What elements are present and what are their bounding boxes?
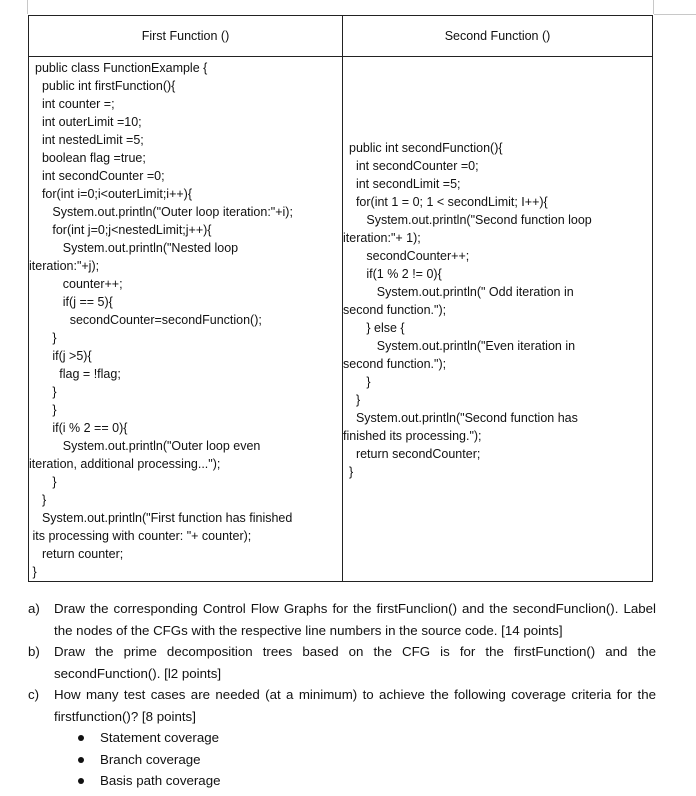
bullet-icon: [78, 735, 84, 741]
bullet-icon: [78, 757, 84, 763]
code-line: public class FunctionExample {: [35, 61, 208, 75]
code-line: System.out.println("Second function has: [349, 411, 578, 425]
code-line: }: [349, 375, 371, 389]
code-line: if(1 % 2 != 0){: [349, 267, 442, 281]
crop-mark-right: [653, 0, 654, 14]
code-line: second function.");: [343, 303, 447, 317]
code-line: flag = !flag;: [35, 367, 121, 381]
code-line: }: [349, 393, 361, 407]
code-line: if(j >5){: [35, 349, 92, 363]
first-function-code: [29, 57, 342, 581]
header-second-function: Second Function (): [343, 16, 653, 57]
code-line: iteration, additional processing...");: [29, 457, 221, 471]
code-line: return counter;: [35, 547, 124, 561]
crop-mark-left: [27, 0, 28, 14]
code-line: its processing with counter: "+ counter);: [29, 529, 252, 543]
code-line: public int firstFunction(){: [35, 79, 176, 93]
question-b: [28, 641, 656, 684]
question-text: How many test cases are needed (at a minimum) to achieve the following coverage criteria for the firstfunction()? [8 points]: [54, 687, 656, 724]
code-line: for(int j=0;j<nestedLimit;j++){: [35, 223, 212, 237]
table-code-row: [29, 57, 653, 582]
coverage-item-basis-path: [75, 770, 656, 792]
code-line: }: [35, 331, 57, 345]
code-line: }: [349, 465, 354, 479]
question-text: Draw the corresponding Control Flow Graphs for the firstFunclion() and the secondFunclion(). Label the nodes of the CFGs with the respective line numbers in the source code. [14 points]: [54, 601, 656, 638]
code-line: } else {: [349, 321, 405, 335]
coverage-list: [28, 727, 656, 792]
code-line: int outerLimit =10;: [35, 115, 142, 129]
question-label: b): [28, 644, 40, 659]
code-line: int nestedLimit =5;: [35, 133, 144, 147]
code-line: return secondCounter;: [349, 447, 481, 461]
question-text: Draw the prime decomposition trees based on the CFG is for the firstFunction() and the secondFunction(). [l2 points]: [54, 644, 656, 681]
first-function-cell: [29, 57, 343, 582]
code-line: secondCounter=secondFunction();: [35, 313, 262, 327]
coverage-item-statement: [75, 727, 656, 749]
code-line: System.out.println("First function has finished: [35, 511, 293, 525]
code-line: }: [35, 403, 57, 417]
code-line: System.out.println("Outer loop iteration:"+i);: [35, 205, 293, 219]
questions-section: [28, 598, 656, 792]
code-line: System.out.println("Even iteration in: [349, 339, 576, 353]
table-header-row: [29, 16, 653, 57]
question-label: c): [28, 687, 40, 702]
code-line: counter++;: [35, 277, 123, 291]
code-line: boolean flag =true;: [35, 151, 146, 165]
code-line: finished its processing.");: [343, 429, 482, 443]
code-line: }: [35, 493, 47, 507]
code-line: for(int i=0;i<outerLimit;i++){: [35, 187, 193, 201]
code-table: [28, 15, 653, 582]
bullet-icon: [78, 778, 84, 784]
code-line: }: [35, 385, 57, 399]
code-line: for(int 1 = 0; 1 < secondLimit; I++){: [349, 195, 548, 209]
code-line: second function.");: [343, 357, 447, 371]
question-label: a): [28, 601, 40, 616]
code-line: }: [29, 565, 37, 579]
coverage-label: Statement coverage: [100, 730, 220, 745]
code-line: }: [35, 475, 57, 489]
second-function-code: [343, 57, 652, 481]
code-line: System.out.println(" Odd iteration in: [349, 285, 574, 299]
code-line: if(i % 2 == 0){: [35, 421, 128, 435]
code-line: System.out.println("Second function loop: [349, 213, 592, 227]
code-line: iteration:"+j);: [29, 259, 100, 273]
header-first-function: First Function (): [29, 16, 343, 57]
code-line: iteration:"+ 1);: [343, 231, 421, 245]
code-line: int counter =;: [35, 97, 115, 111]
code-line: if(j == 5){: [35, 295, 113, 309]
coverage-label: Basis path coverage: [100, 773, 221, 788]
code-line: int secondCounter =0;: [35, 169, 165, 183]
question-a: [28, 598, 656, 641]
code-line: public int secondFunction(){: [349, 141, 503, 155]
code-line: int secondCounter =0;: [349, 159, 479, 173]
code-line: secondCounter++;: [349, 249, 470, 263]
code-line: System.out.println("Outer loop even: [35, 439, 261, 453]
crop-mark-top-right: [654, 14, 696, 15]
coverage-item-branch: [75, 749, 656, 771]
second-function-cell: [343, 57, 653, 582]
question-c: [28, 684, 656, 727]
coverage-label: Branch coverage: [100, 751, 201, 767]
code-line: System.out.println("Nested loop: [35, 241, 239, 255]
code-line: int secondLimit =5;: [349, 177, 461, 191]
